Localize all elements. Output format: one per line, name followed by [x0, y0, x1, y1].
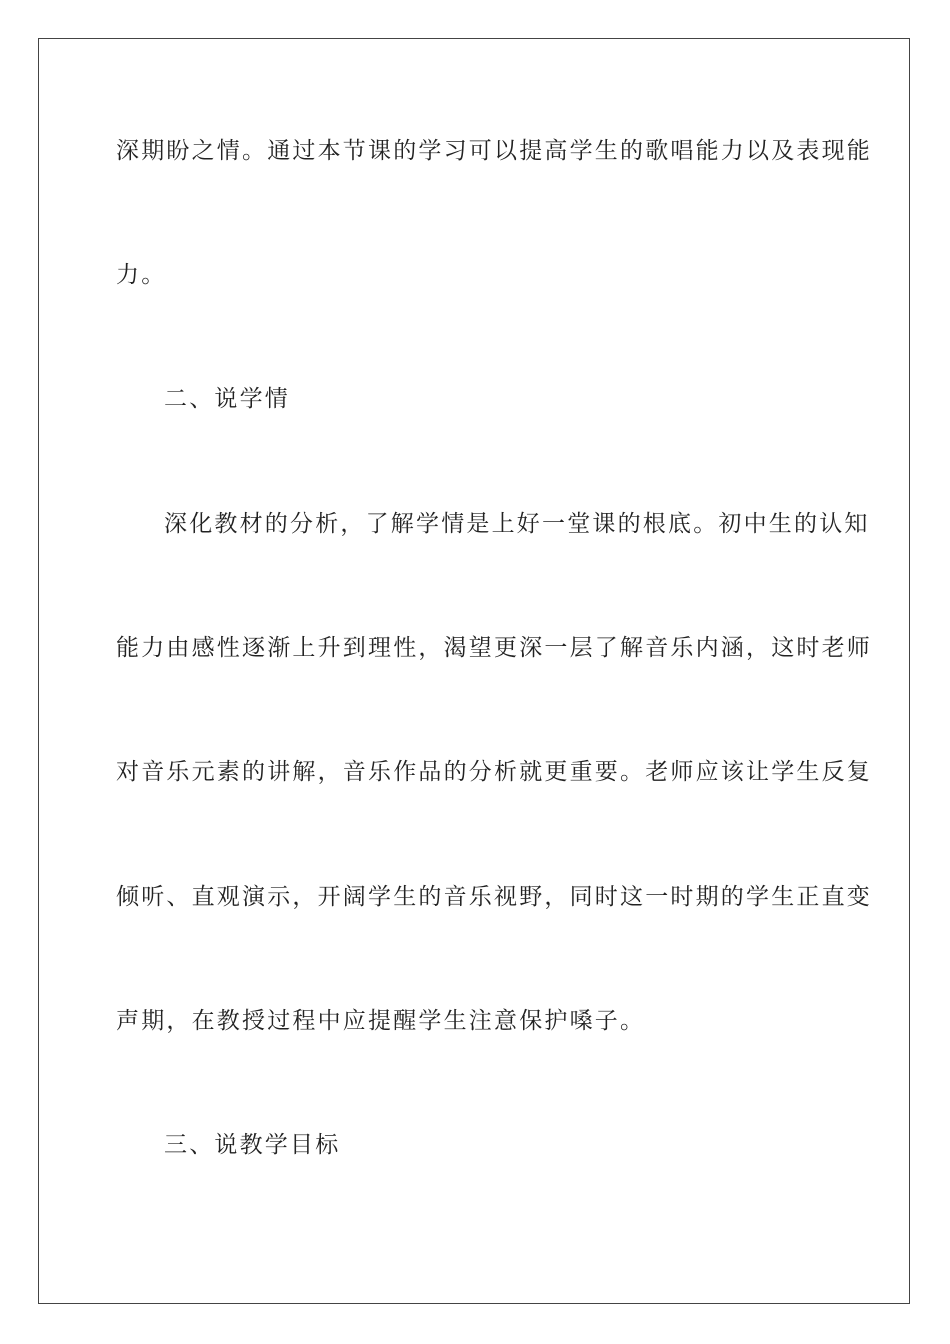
paragraph-line: 力。: [116, 262, 167, 288]
paragraph-line: 对音乐元素的讲解，音乐作品的分析就更重要。老师应该让学生反复: [116, 759, 872, 785]
paragraph-line: 倾听、直观演示，开阔学生的音乐视野，同时这一时期的学生正直变: [116, 884, 872, 910]
paragraph-line: 深期盼之情。通过本节课的学习可以提高学生的歌唱能力以及表现能: [116, 138, 872, 164]
section-heading: 二、说学情: [164, 386, 290, 412]
paragraph-line: 声期，在教授过程中应提醒学生注意保护嗓子。: [116, 1008, 646, 1034]
paragraph-line: 能力由感性逐渐上升到理性，渴望更深一层了解音乐内涵，这时老师: [116, 635, 872, 661]
section-heading: 三、说教学目标: [164, 1132, 341, 1158]
paragraph-line: 深化教材的分析，了解学情是上好一堂课的根底。初中生的认知: [164, 511, 870, 537]
page-frame: [38, 38, 910, 1304]
